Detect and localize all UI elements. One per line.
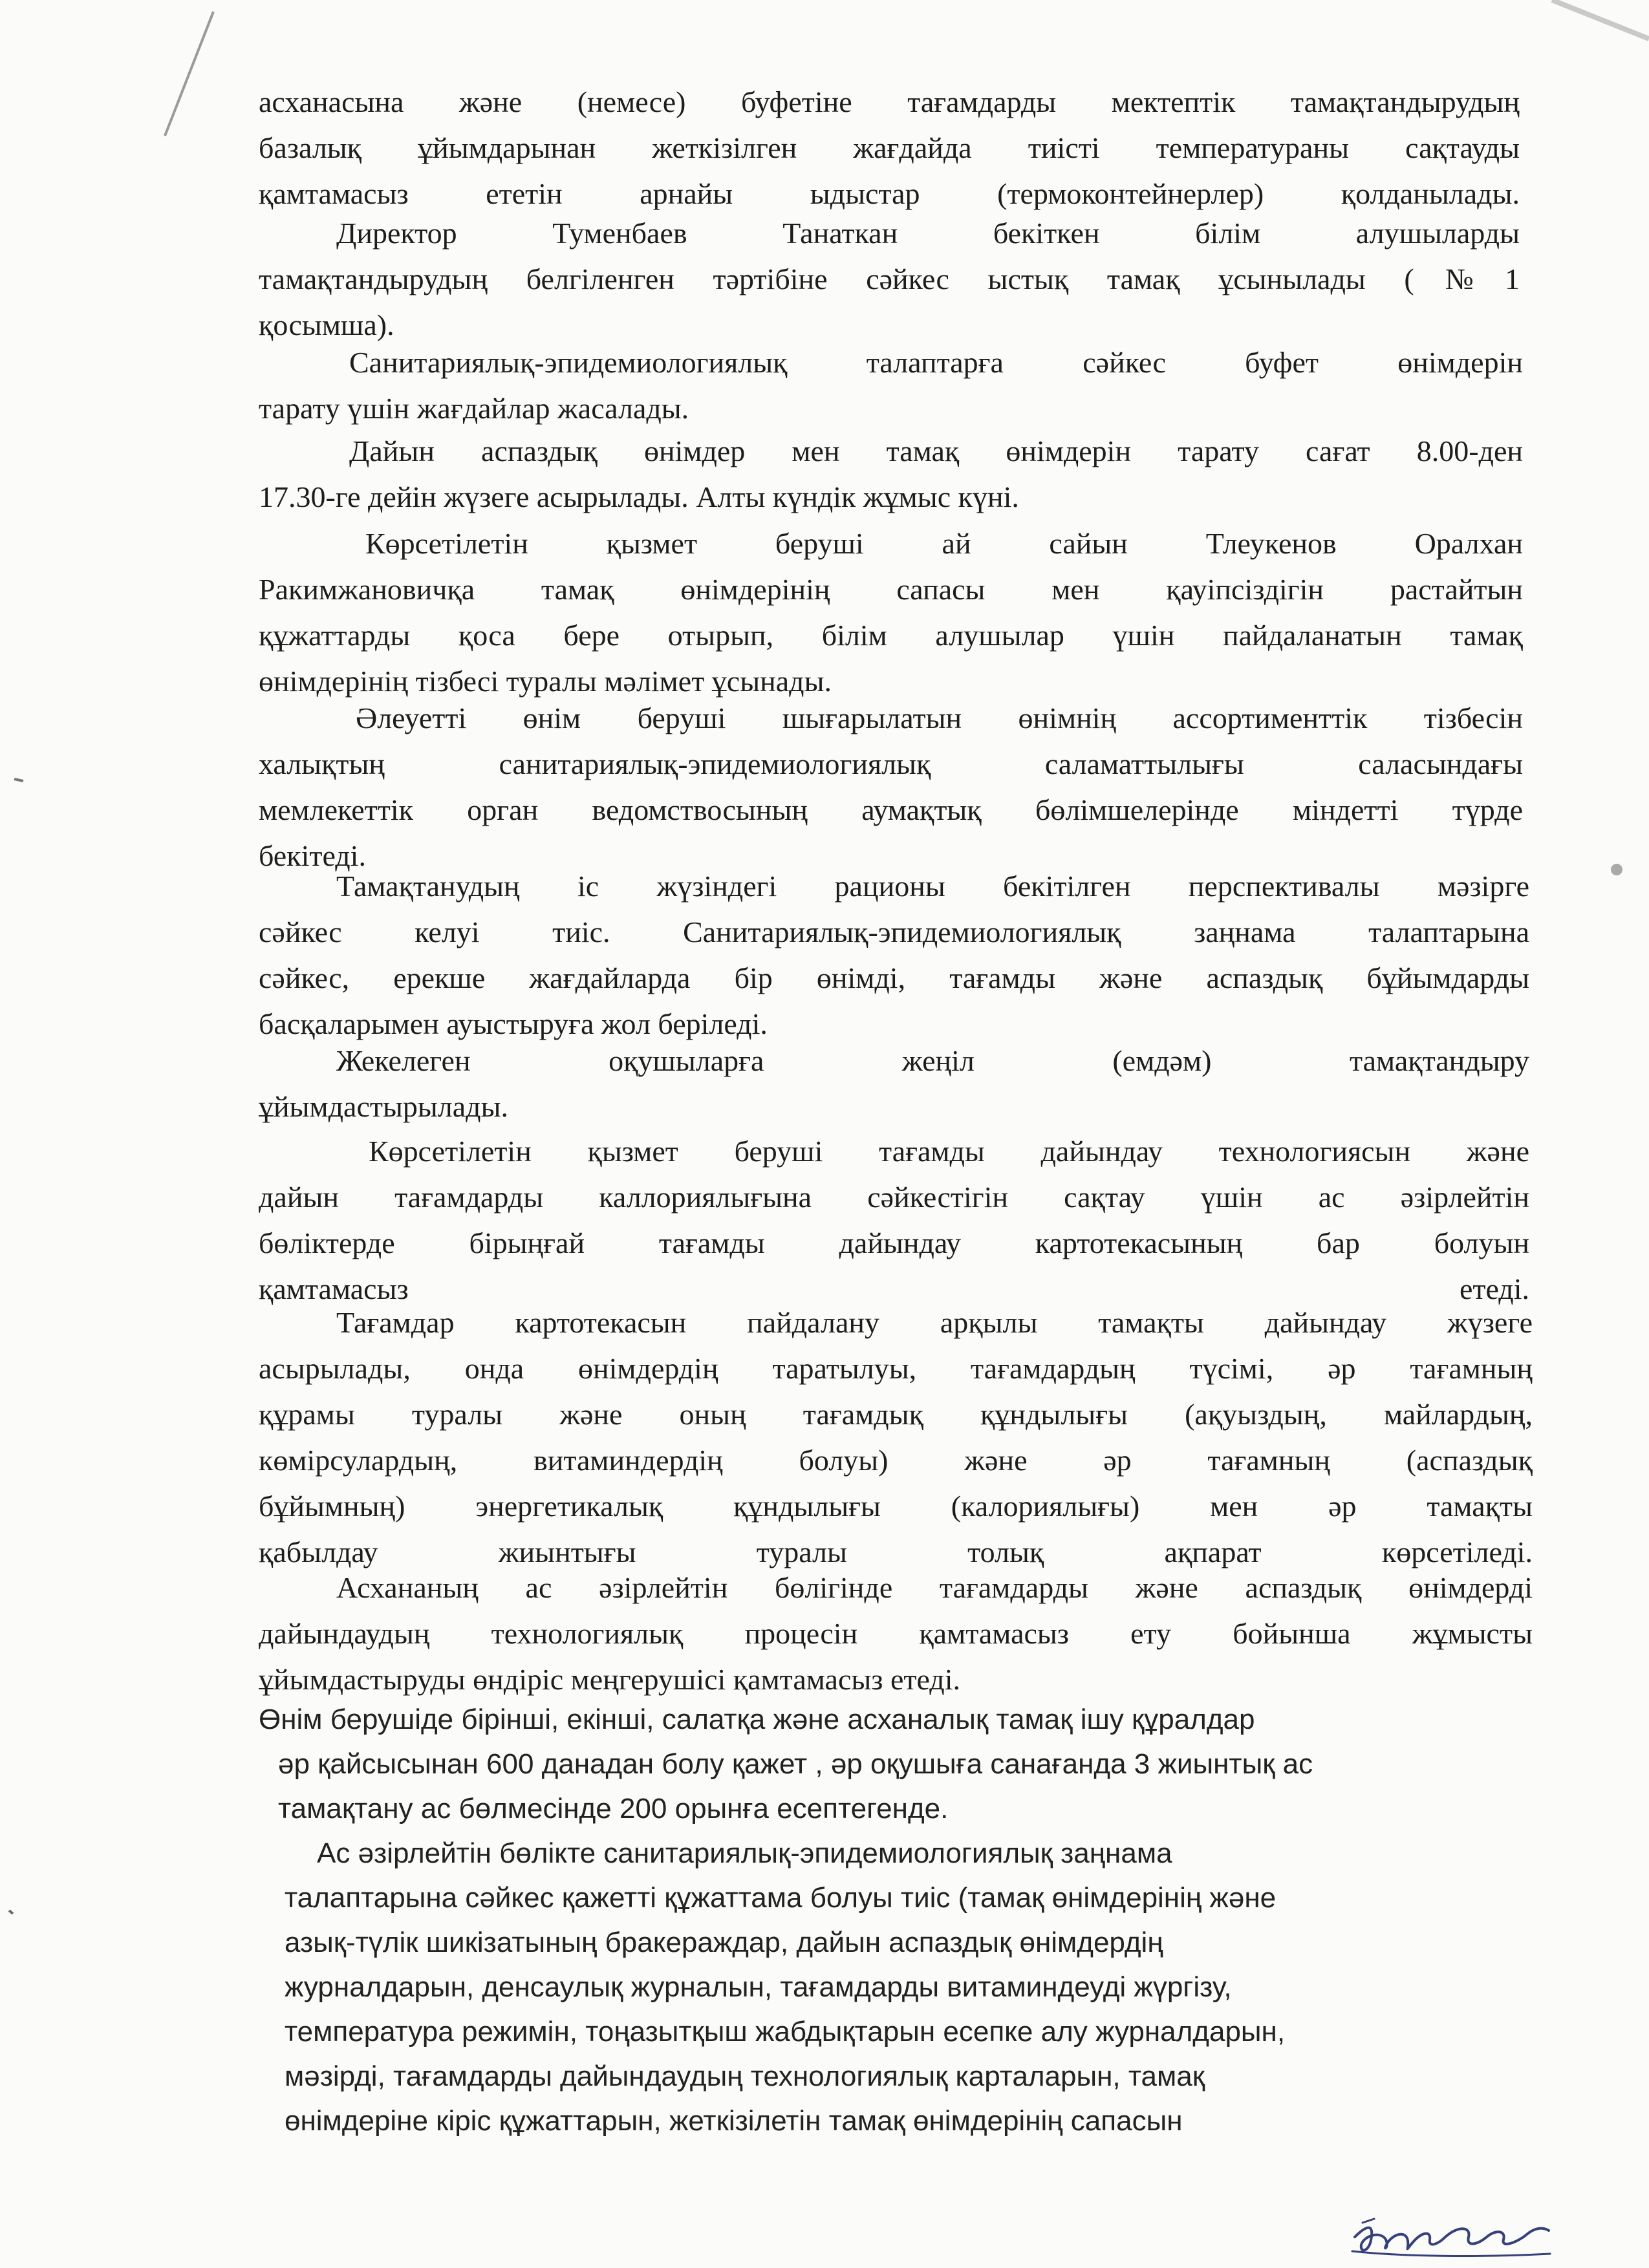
paragraph <box>259 863 1529 1047</box>
text-line: Ас әзірлейтін бөлікте санитариялық-эпидемиологиялық заңнама <box>317 1837 1172 1869</box>
text-line: 17.30-ге дейін жүзеге асырылады. Алты күндік жұмыс күні. <box>259 480 1019 513</box>
text-line: талаптарына сәйкес қажетті құжаттама болуы тиіс (тамақ өнімдерінің және <box>285 1882 1277 1914</box>
text-line: тамақтандырудың белгіленген тәртібіне сәйкес ыстық тамақ ұсынылады (№1 <box>259 262 1520 295</box>
text-line: Дайын аспаздық өнімдер мен тамақ өнімдерін тарату сағат 8.00-ден <box>349 434 1523 467</box>
text-line: әр қайсысынан 600 данадан болу қажет , әр оқушыға санағанда 3 жиынтық ас <box>278 1748 1313 1780</box>
text-line: бекітеді. <box>259 839 366 872</box>
text-line: асханасына және (немесе) буфетіне тағамдарды мектептік тамақтандырудың <box>259 85 1520 118</box>
text-line: дайындаудың технологиялық процесін қамтамасыз ету бойынша жұмысты <box>259 1617 1533 1650</box>
text-line: Тағамдар картотекасын пайдалану арқылы тамақты дайындау жүзеге <box>336 1306 1533 1339</box>
text-line: құжаттарды қоса бере отырып, білім алушылар үшін пайдаланатын тамақ <box>259 619 1523 652</box>
text-line: тарату үшін жағдайлар жасалады. <box>259 392 689 425</box>
text-line: ұйымдастырылады. <box>259 1090 508 1123</box>
text-line: бұйымның) энергетикалық құндылығы (калориялығы) мен әр тамақты <box>259 1490 1533 1523</box>
scan-speck <box>1611 864 1622 875</box>
text-line: қамтамасыз ететін арнайы ыдыстар (термоконтейнерлер) қолданылады. <box>259 177 1520 210</box>
paragraph <box>259 428 1523 520</box>
paragraph <box>259 1128 1529 1312</box>
paragraph <box>259 79 1520 217</box>
text-line: Асхананың ас әзірлейтін бөлігінде тағамдарды және аспаздық өнімдерді <box>336 1571 1533 1604</box>
paragraph <box>259 210 1520 348</box>
text-line: басқаларымен ауыстыруға жол беріледі. <box>259 1007 768 1040</box>
text-line: мемлекеттік орган ведомствосының аумақтық бөлімшелерінде міндетті түрде <box>259 793 1523 826</box>
paragraph <box>259 1038 1529 1129</box>
text-line: құрамы туралы және оның тағамдық құндылығы (ақуыздың, майлардың, <box>259 1398 1533 1431</box>
text-line: Санитариялық-эпидемиологиялық талаптарға сәйкес буфет өнімдерін <box>349 346 1523 379</box>
paragraph <box>259 339 1523 431</box>
text-line: бөліктерде бірыңғай тағамды дайындау картотекасының бар болуын <box>259 1226 1529 1259</box>
text-line: асырылады, онда өнімдердің таратылуы, тағамдардың түсімі, әр тағамның <box>259 1352 1533 1385</box>
scan-speck <box>14 779 23 781</box>
paragraph <box>259 520 1523 704</box>
text-line: халықтың санитариялық-эпидемиологиялық саламаттылығы саласындағы <box>259 747 1523 780</box>
text-line: өнімдерінің тізбесі туралы мәлімет ұсынады. <box>259 665 832 698</box>
paragraph <box>285 1831 1526 2143</box>
text-line: Көрсетілетін қызмет беруші тағамды дайындау технологиясын және <box>369 1135 1529 1168</box>
paragraph <box>259 1697 1526 1831</box>
scan-speck <box>9 1910 13 1914</box>
text-line: Әлеуетті өнім беруші шығарылатын өнімнің ассортименттік тізбесін <box>356 701 1523 734</box>
text-line: қамтамасыз етеді. <box>259 1272 1529 1305</box>
text-line: қабылдау жиынтығы туралы толық ақпарат көрсетіледі. <box>259 1535 1533 1568</box>
paragraph <box>259 1565 1533 1702</box>
text-line: температура режимін, тоңазытқыш жабдықтарын есепке алу журналдарын, <box>285 2016 1286 2048</box>
text-line: тамақтану ас бөлмесінде 200 орынға есептегенде. <box>278 1793 949 1824</box>
text-line: азық-түлік шикізатының бракераждар, дайын аспаздық өнімдердің <box>285 1927 1163 1958</box>
text-line: өнімдеріне кіріс құжаттарын, жеткізілетін тамақ өнімдерінің сапасын <box>285 2105 1183 2137</box>
text-line: қосымша). <box>259 308 394 341</box>
paragraph <box>259 695 1523 879</box>
text-line: Ракимжановичқа тамақ өнімдерінің сапасы мен қауіпсіздігін растайтын <box>259 573 1523 606</box>
text-line: мәзірді, тағамдарды дайындаудың технологиялық карталарын, тамақ <box>285 2060 1205 2092</box>
text-line: Жекелеген оқушыларға жеңіл (емдәм) тамақтандыру <box>336 1044 1529 1077</box>
scan-artifact-line <box>165 12 213 136</box>
text-line: журналдарын, денсаулық журналын, тағамдарды витаминдеуді жүргізу, <box>285 1971 1232 2003</box>
text-line: дайын тағамдарды каллориялығына сәйкестігін сақтау үшін ас әзірлейтін <box>259 1181 1529 1214</box>
text-line: Тамақтанудың іс жүзіндегі рационы бекітілген перспективалы мәзірге <box>336 870 1529 903</box>
paragraph <box>259 1300 1533 1575</box>
text-line: сәйкес, ерекше жағдайларда бір өнімді, тағамды және аспаздық бұйымдарды <box>259 961 1529 994</box>
text-line: базалық ұйымдарынан жеткізілген жағдайда тиісті температураны сақтауды <box>259 131 1520 164</box>
text-line: Өнім берушіде бірінші, екінші, салатқа және асханалық тамақ ішу құралдар <box>259 1704 1255 1735</box>
handwritten-signature <box>1348 2211 1555 2263</box>
text-line: ұйымдастыруды өндіріс меңгерушісі қамтамасыз етеді. <box>259 1663 960 1696</box>
text-line: Көрсетілетін қызмет беруші ай сайын Тлеукенов Оралхан <box>365 527 1523 560</box>
text-line: көмірсулардың, витаминдердің болуы) және әр тағамның (аспаздық <box>259 1444 1533 1477</box>
text-line: сәйкес келуі тиіс. Санитариялық-эпидемиологиялық заңнама талаптарына <box>259 915 1529 948</box>
scan-corner-shadow <box>1552 0 1649 39</box>
text-line: Директор Туменбаев Танаткан бекіткен білім алушыларды <box>336 217 1520 250</box>
